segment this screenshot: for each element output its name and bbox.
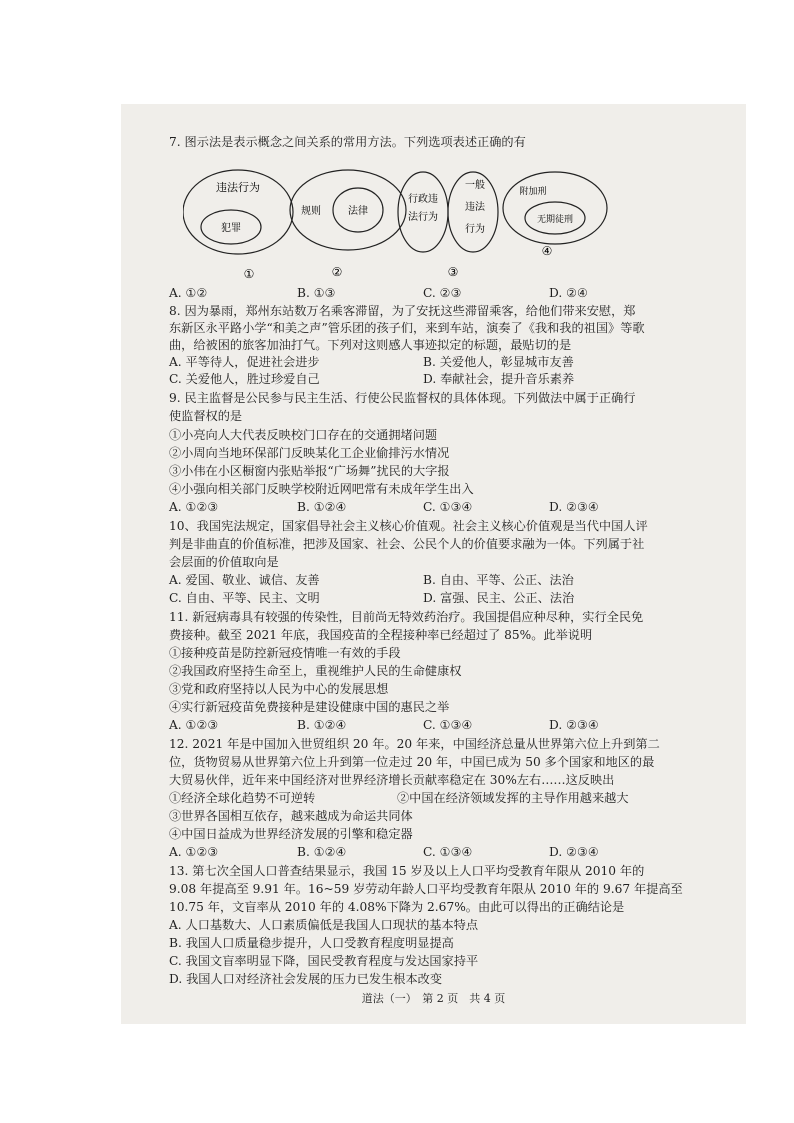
q10-option-d: D. 富强、民主、公正、法治 bbox=[423, 591, 575, 605]
q9-line-1: 9. 民主监督是公民参与民主生活、行使公民监督权的具体体现。下列做法中属于正确行 bbox=[169, 391, 636, 405]
exam-page bbox=[121, 104, 746, 1024]
q11-item-2: ②我国政府坚持生命至上，重视维护人民的生命健康权 bbox=[169, 664, 462, 678]
diagram-1-outer: 违法行为 bbox=[216, 181, 260, 194]
q9-option-a: A. ①②③ bbox=[169, 500, 219, 514]
q13-line-1: 13. 第七次全国人口普查结果显示，我国 15 岁及以上人口平均受教育年限从 2010 年的 bbox=[169, 864, 645, 878]
q12-line-1: 12. 2021 年是中国加入世贸组织 20 年。20 年来，中国经济总量从世界第六位上升到第二 bbox=[169, 737, 660, 751]
q10-line-3: 会层面的价值取向是 bbox=[169, 555, 279, 569]
q11-option-d: D. ②③④ bbox=[549, 718, 599, 732]
svg-text:违法: 违法 bbox=[465, 202, 485, 213]
diagram-4-outer: 附加刑 bbox=[519, 187, 547, 197]
q12-option-a: A. ①②③ bbox=[169, 845, 219, 859]
diagram-2-inner: 法律 bbox=[348, 206, 368, 217]
q8-line-1: 8. 因为暴雨，郑州东站数万名乘客滞留，为了安抚这些滞留乘客，给他们带来安慰，郑 bbox=[169, 304, 636, 318]
diagram-1-num: ① bbox=[243, 267, 255, 281]
q12-option-c: C. ①③④ bbox=[423, 845, 473, 859]
q12-line-3: 大贸易伙伴，近年来中国经济对世界经济增长贡献率稳定在 30%左右……这反映出 bbox=[169, 773, 615, 787]
q13-option-a: A. 人口基数大、人口素质偏低是我国人口现状的基本特点 bbox=[169, 918, 479, 932]
q8-option-b: B. 关爱他人，彰显城市友善 bbox=[423, 355, 574, 369]
q12-item-3: ③世界各国相互依存，越来越成为命运共同体 bbox=[169, 809, 413, 823]
q10-option-a: A. 爱国、敬业、诚信、友善 bbox=[169, 573, 320, 587]
q13-line-3: 10.75 年，文盲率从 2010 年的 4.08%下降为 2.67%。由此可以得出的正确结论是 bbox=[169, 900, 625, 914]
q9-item-4: ④小强向相关部门反映学校附近网吧常有未成年学生出入 bbox=[169, 482, 474, 496]
q7-option-b: B. ①③ bbox=[297, 286, 336, 300]
q11-option-b: B. ①②④ bbox=[297, 718, 347, 732]
q8-option-a: A. 平等待人，促进社会进步 bbox=[169, 355, 320, 369]
q9-option-b: B. ①②④ bbox=[297, 500, 347, 514]
q10-line-2: 判是非曲直的价值标准，把涉及国家、社会、公民个人的价值要求融为一体。下列属于社 bbox=[169, 537, 645, 551]
q12-item-2: ②中国在经济领域发挥的主导作用越来越大 bbox=[397, 791, 629, 805]
diagram-2 bbox=[290, 170, 406, 279]
q7-option-a: A. ①② bbox=[169, 286, 208, 300]
svg-text:行政违: 行政违 bbox=[408, 194, 438, 205]
page-footer: 道法（一） 第 2 页 共 4 页 bbox=[361, 992, 506, 1005]
q10-option-b: B. 自由、平等、公正、法治 bbox=[423, 573, 574, 587]
q12-item-4: ④中国日益成为世界经济发展的引擎和稳定器 bbox=[169, 827, 413, 841]
q9-item-2: ②小周向当地环保部门反映某化工企业偷排污水情况 bbox=[169, 446, 450, 460]
diagram-2-num: ② bbox=[331, 265, 343, 279]
q9-option-d: D. ②③④ bbox=[549, 500, 599, 514]
q12-line-2: 位，货物贸易从世界第六位上升到第一位走过 20 年，中国已成为 50 多个国家和地区的最 bbox=[169, 755, 655, 769]
q9-item-1: ①小亮向人大代表反映校门口存在的交通拥堵问题 bbox=[169, 428, 438, 442]
q13-option-d: D. 我国人口对经济社会发展的压力已发生根本改变 bbox=[169, 972, 443, 986]
q11-item-4: ④实行新冠疫苗免费接种是建设健康中国的惠民之举 bbox=[169, 700, 450, 714]
diagram-1 bbox=[183, 170, 293, 281]
q11-option-c: C. ①③④ bbox=[423, 718, 473, 732]
diagram-3 bbox=[398, 172, 498, 279]
svg-text:一般: 一般 bbox=[465, 180, 485, 191]
diagram-3-num: ③ bbox=[447, 265, 459, 279]
q10-option-c: C. 自由、平等、民主、文明 bbox=[169, 591, 320, 605]
q8-option-c: C. 关爱他人，胜过珍爱自己 bbox=[169, 372, 320, 386]
q13-option-b: B. 我国人口质量稳步提升，人口受教育程度明显提高 bbox=[169, 936, 454, 950]
q7-diagrams bbox=[183, 160, 683, 290]
q13-option-c: C. 我国文盲率明显下降，国民受教育程度与发达国家持平 bbox=[169, 954, 479, 968]
q9-line-2: 使监督权的是 bbox=[169, 409, 243, 423]
q9-item-3: ③小伟在小区橱窗内张贴举报“广场舞”扰民的大字报 bbox=[169, 464, 450, 478]
q13-line-2: 9.08 年提高至 9.91 年。16~59 岁劳动年龄人口平均受教育年限从 2010 年的 9.67 年提高至 bbox=[169, 882, 683, 896]
diagram-1-inner: 犯罪 bbox=[221, 223, 241, 234]
diagram-4 bbox=[503, 172, 607, 258]
q12-option-b: B. ①②④ bbox=[297, 845, 347, 859]
q8-line-3: 曲，给被困的旅客加油打气。下列对这则感人事迹拟定的标题，最贴切的是 bbox=[169, 338, 572, 352]
q12-option-d: D. ②③④ bbox=[549, 845, 599, 859]
diagram-4-num: ④ bbox=[541, 244, 553, 258]
q7-stem: 7. 图示法是表示概念之间关系的常用方法。下列选项表述正确的有 bbox=[169, 135, 526, 149]
svg-text:法行为: 法行为 bbox=[408, 212, 438, 223]
svg-text:行为: 行为 bbox=[465, 224, 485, 235]
q7-option-c: C. ②③ bbox=[423, 286, 462, 300]
q9-option-c: C. ①③④ bbox=[423, 500, 473, 514]
q10-line-1: 10、我国宪法规定，国家倡导社会主义核心价值观。社会主义核心价值观是当代中国人评 bbox=[169, 519, 648, 533]
q11-item-3: ③党和政府坚持以人民为中心的发展思想 bbox=[169, 682, 389, 696]
q8-option-d: D. 奉献社会，提升音乐素养 bbox=[423, 372, 575, 386]
q11-line-2: 费接种。截至 2021 年底，我国疫苗的全程接种率已经超过了 85%。此举说明 bbox=[169, 628, 593, 642]
diagram-2-outer: 规则 bbox=[301, 206, 321, 217]
q11-option-a: A. ①②③ bbox=[169, 718, 219, 732]
q12-item-1: ①经济全球化趋势不可逆转 bbox=[169, 791, 316, 805]
q7-option-d: D. ②④ bbox=[549, 286, 588, 300]
q8-line-2: 东新区永平路小学“和美之声”管乐团的孩子们，来到车站，演奏了《我和我的祖国》等歌 bbox=[169, 321, 645, 335]
diagram-4-inner: 无期徒刑 bbox=[536, 215, 574, 225]
q11-line-1: 11. 新冠病毒具有较强的传染性，目前尚无特效药治疗。我国提倡应种尽种，实行全民免 bbox=[169, 610, 644, 624]
q11-item-1: ①接种疫苗是防控新冠疫情唯一有效的手段 bbox=[169, 646, 401, 660]
